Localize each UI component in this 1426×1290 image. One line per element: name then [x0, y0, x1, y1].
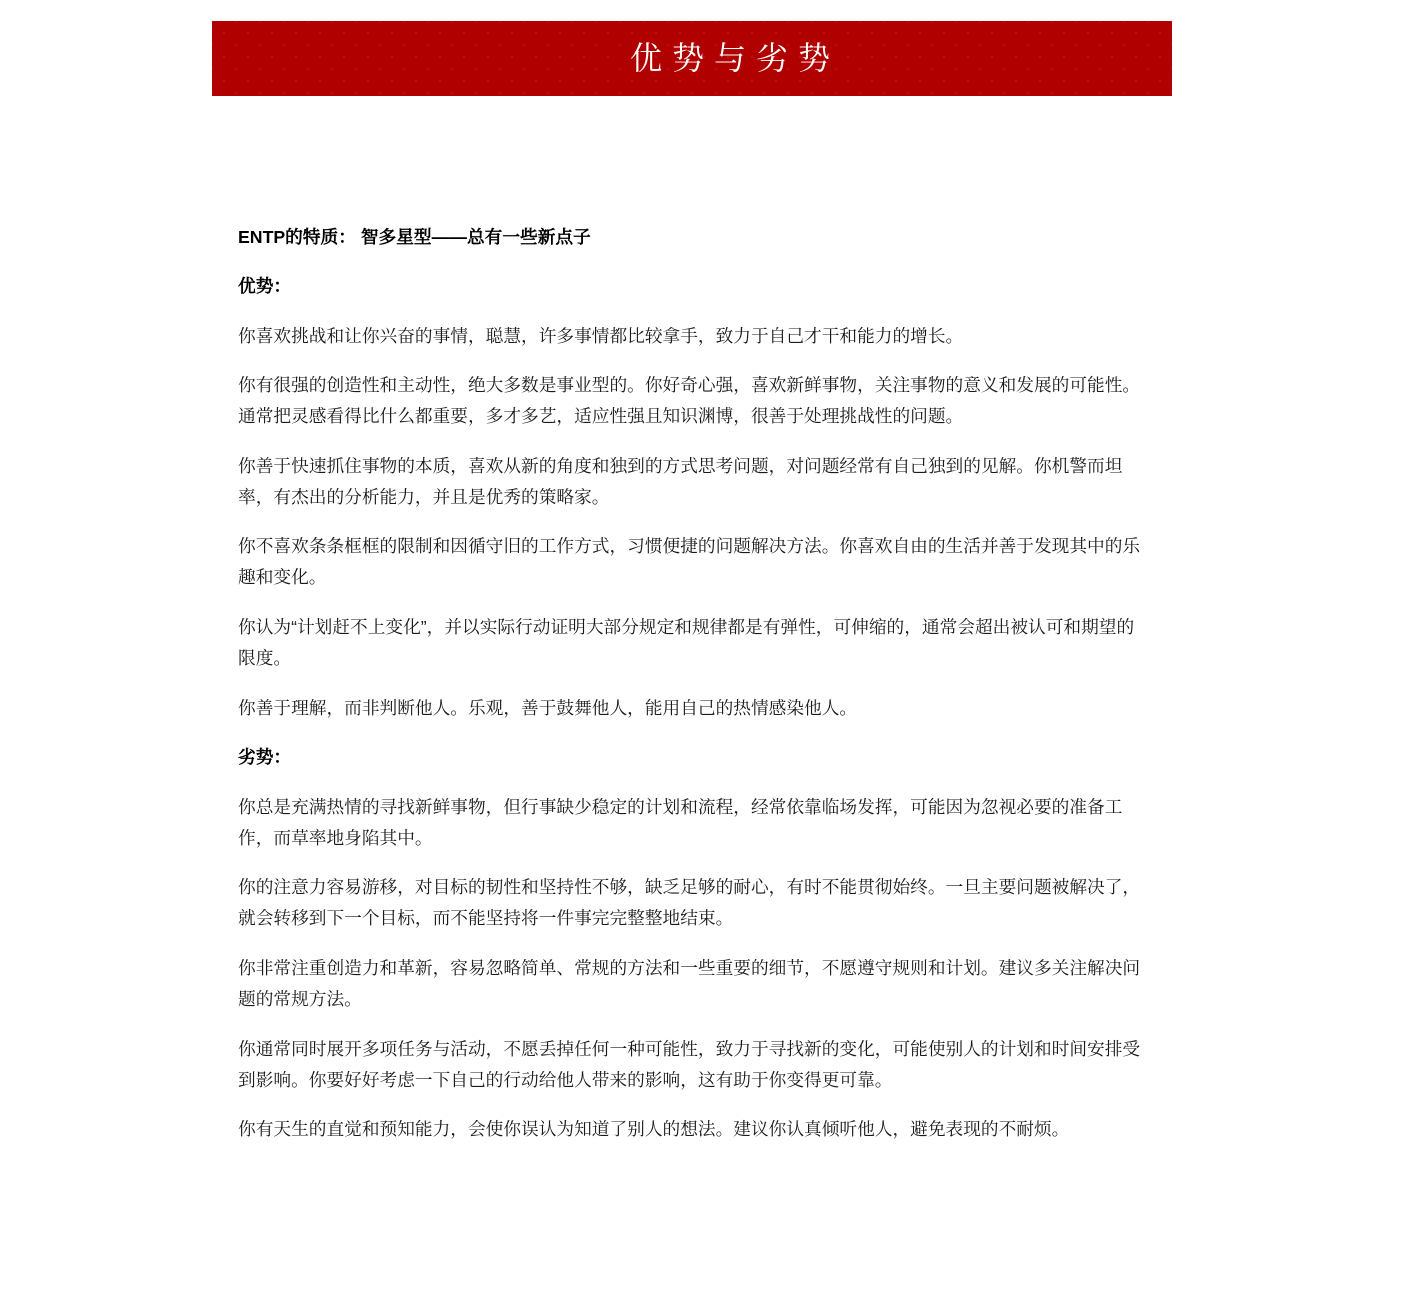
banner-title: 优势与劣势: [629, 39, 840, 77]
weakness-paragraph: 你有天生的直觉和预知能力，会使你误认为知道了别人的想法。建议你认真倾听他人，避免表现的不耐烦。: [238, 1119, 1070, 1140]
strength-paragraph: 你善于快速抓住事物的本质，喜欢从新的角度和独到的方式思考问题，对问题经常有自己独到的见解。你机警而坦率，有杰出的分析能力，并且是优秀的策略家。: [238, 455, 1123, 507]
strength-paragraph: 你善于理解，而非判断他人。乐观，善于鼓舞他人，能用自己的热情感染他人。: [238, 697, 858, 718]
weaknesses-section: [238, 742, 1144, 1145]
strengths-heading: 优势：: [238, 276, 292, 297]
header-banner: [212, 21, 1172, 96]
strength-paragraph: 你有很强的创造性和主动性，绝大多数是事业型的。你好奇心强，喜欢新鲜事物，关注事物的意义和发展的可能性。通常把灵感看得比什么都重要，多才多艺，适应性强且知识渊博，很善于处理挑战性的问题。: [238, 375, 1141, 427]
strength-paragraph: 你不喜欢条条框框的限制和因循守旧的工作方式，习惯便捷的问题解决方法。你喜欢自由的生活并善于发现其中的乐趣和变化。: [238, 536, 1141, 588]
weakness-paragraph: 你的注意力容易游移，对目标的韧性和坚持性不够，缺乏足够的耐心，有时不能贯彻始终。一旦主要问题被解决了，就会转移到下一个目标，而不能坚持将一件事完完整整地结束。: [238, 877, 1141, 929]
weakness-paragraph: 你通常同时展开多项任务与活动，不愿丢掉任何一种可能性，致力于寻找新的变化，可能使别人的计划和时间安排受到影响。你要好好考虑一下自己的行动给他人带来的影响，这有助于你变得更可靠。: [238, 1038, 1141, 1090]
weaknesses-heading: 劣势：: [238, 747, 292, 768]
strength-paragraph: 你喜欢挑战和让你兴奋的事情，聪慧，许多事情都比较拿手，致力于自己才干和能力的增长。: [238, 325, 964, 346]
article-content: [238, 222, 1144, 1164]
weakness-paragraph: 你总是充满热情的寻找新鲜事物，但行事缺少稳定的计划和流程，经常依靠临场发挥，可能因为忽视必要的准备工作，而草率地身陷其中。: [238, 796, 1123, 848]
weakness-paragraph: 你非常注重创造力和革新，容易忽略简单、常规的方法和一些重要的细节，不愿遵守规则和计划。建议多关注解决问题的常规方法。: [238, 958, 1141, 1010]
trait-title: ENTP的特质： 智多星型——总有一些新点子: [238, 226, 591, 247]
strength-paragraph: 你认为“计划赶不上变化”，并以实际行动证明大部分规定和规律都是有弹性，可伸缩的，通常会超出被认可和期望的限度。: [238, 617, 1135, 669]
strengths-section: [238, 271, 1144, 724]
